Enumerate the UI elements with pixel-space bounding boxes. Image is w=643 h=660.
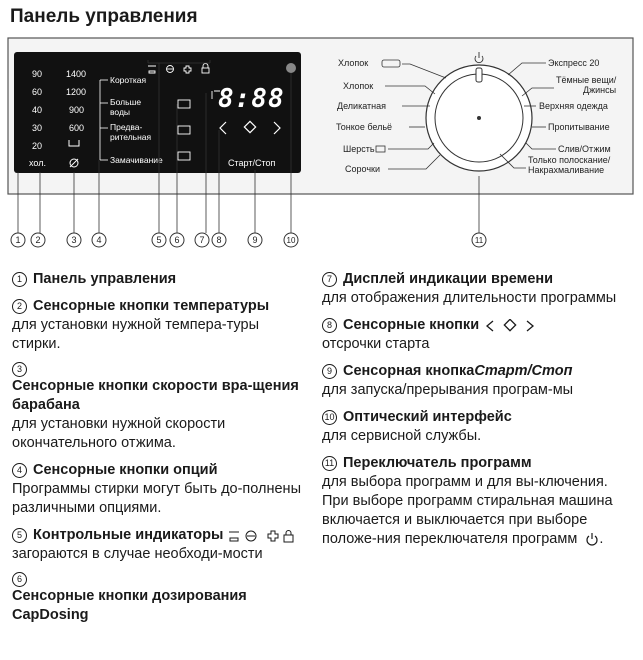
program-wool: Шерсть — [343, 144, 375, 154]
knob-pointer — [476, 68, 482, 82]
page-title: Панель управления — [10, 6, 198, 27]
callout-2: 2 — [35, 235, 41, 245]
program-cotton-1: Хлопок — [338, 58, 369, 68]
callout-6: 6 — [174, 235, 180, 245]
spin-600: 600 — [69, 123, 85, 133]
svg-text:рительная: рительная — [110, 132, 152, 142]
legend-item-8: 8 Сенсорные кнопки отсрочки старта — [322, 316, 638, 354]
callout-4: 4 — [96, 235, 102, 245]
callout-1: 1 — [15, 235, 21, 245]
program-rinse-starch: Только полоскание/ — [528, 155, 611, 165]
optical-interface — [286, 63, 296, 73]
spin-1400: 1400 — [66, 69, 87, 79]
legend-item-9: 9 Сенсорная кнопка Старт/Стоп для запуска/прерывания програм-мы — [322, 363, 574, 398]
program-drain-spin: Слив/Отжим — [558, 144, 611, 154]
legend-item-7: 7 Дисплей индикации времени для отображения длительности программы — [322, 271, 617, 306]
temp-40: 40 — [32, 105, 43, 115]
svg-text:воды: воды — [110, 107, 131, 117]
option-more-water: Больше — [110, 97, 142, 107]
control-panel-diagram — [0, 0, 643, 270]
callout-9: 9 — [252, 235, 258, 245]
time-display: 8:88 — [218, 84, 285, 114]
program-shirts: Сорочки — [345, 164, 380, 174]
option-soak: Замачивание — [110, 155, 163, 165]
temp-60: 60 — [32, 87, 43, 97]
legend-item-3: 3 Сенсорные кнопки скорости вра-щения барабана для установки нужной скорости окончательного отжима. — [12, 364, 299, 451]
legend-item-1: 1 Панель управления — [12, 270, 308, 289]
legend-right — [322, 270, 638, 557]
legend-item-2: 2 Сенсорные кнопки температуры для установки нужной темпера-туры стирки. — [12, 298, 270, 352]
legend-left — [12, 270, 308, 633]
legend-item-6: 6 Сенсорные кнопки дозирования CapDosing — [12, 574, 247, 623]
program-cotton-2: Хлопок — [343, 81, 374, 91]
lock-icons-inline — [267, 529, 297, 543]
legend-item-5: 5 Контрольные индикаторы загораются в случае необходи-мости — [12, 526, 308, 564]
callout-5: 5 — [156, 235, 162, 245]
callout-3: 3 — [71, 235, 77, 245]
program-impregnation: Пропитывание — [548, 122, 610, 132]
power-icon-inline — [585, 532, 599, 546]
indicator-icons-inline — [227, 529, 263, 543]
temp-30: 30 — [32, 123, 43, 133]
start-stop-button: Старт/Стоп — [228, 158, 276, 168]
program-fine: Тонкое бельё — [336, 122, 393, 132]
program-outdoor: Верхняя одежда — [539, 101, 608, 111]
svg-text:Накрахмаливание: Накрахмаливание — [528, 165, 605, 175]
temp-20: 20 — [32, 141, 43, 151]
option-short: Короткая — [110, 75, 147, 85]
callout-7: 7 — [199, 235, 205, 245]
spin-1200: 1200 — [66, 87, 87, 97]
legend-item-4: 4 Сенсорные кнопки опций Программы стирки могут быть до-полнены различными опциями. — [12, 462, 301, 516]
temp-90: 90 — [32, 69, 43, 79]
legend-item-11: 11 Переключатель программ для выбора программ и для вы-ключения. При выборе программ стиральная машина включается и выключается при выборе положе-ния переключателя программ . — [322, 455, 613, 547]
spin-900: 900 — [69, 105, 85, 115]
program-express: Экспресс 20 — [548, 58, 600, 68]
callout-8: 8 — [216, 235, 222, 245]
callout-11: 11 — [474, 236, 484, 245]
program-delicate: Деликатная — [337, 101, 386, 111]
program-dark-jeans: Джинсы — [583, 85, 617, 95]
svg-text:Тёмные вещи/: Тёмные вещи/ — [556, 75, 617, 85]
temp-cold: хол. — [29, 158, 46, 168]
option-prewash: Предва- — [110, 122, 143, 132]
callout-10: 10 — [286, 236, 296, 245]
delay-icons-inline — [483, 319, 539, 333]
legend-item-10: 10 Оптический интерфейс для сервисной службы. — [322, 409, 512, 444]
